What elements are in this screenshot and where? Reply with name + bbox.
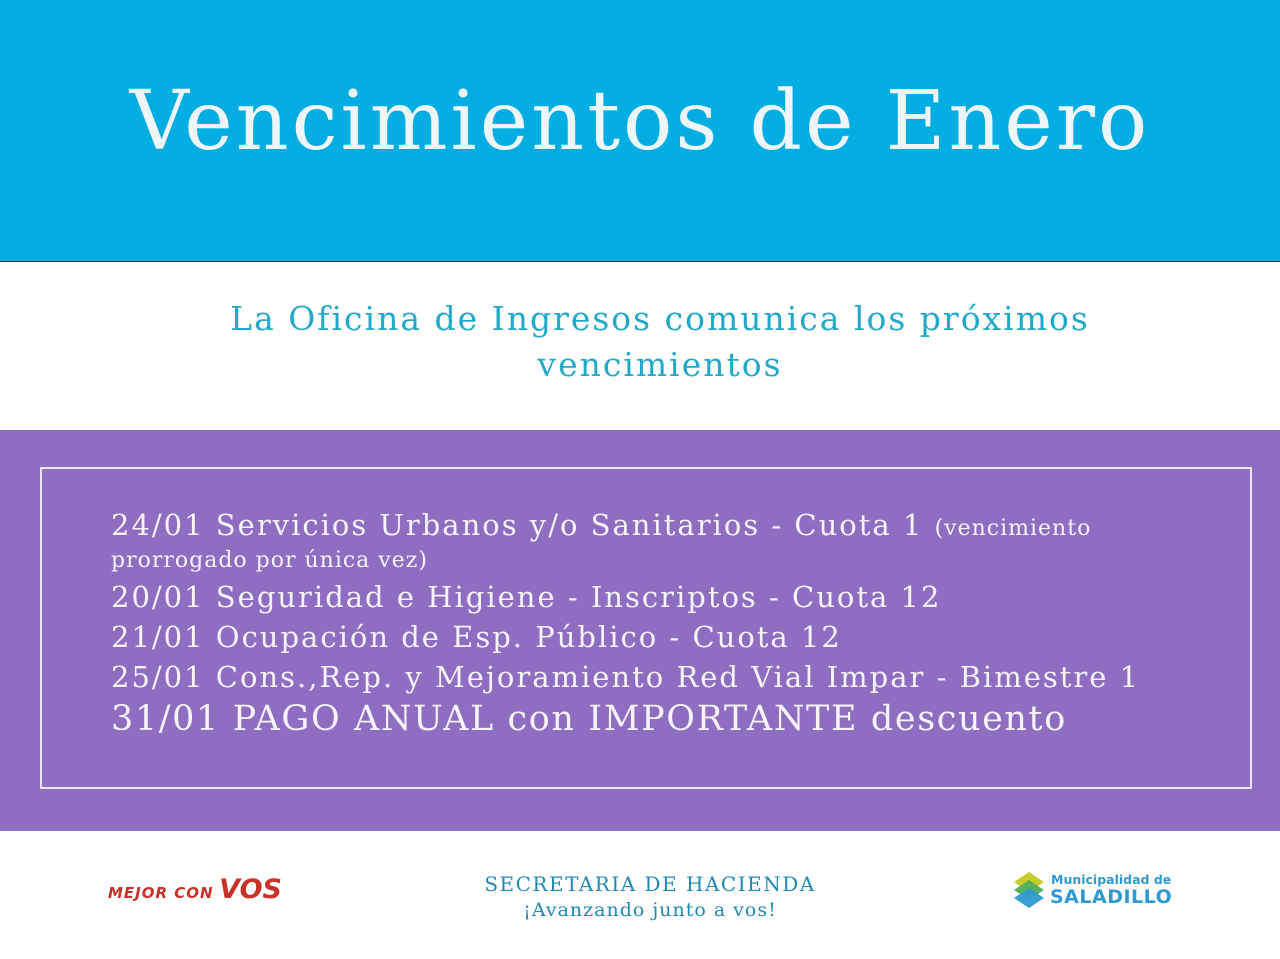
page-title: Vencimientos de Enero xyxy=(129,74,1151,169)
mejor-con-vos-logo xyxy=(108,874,282,910)
deadline-note: (vencimiento xyxy=(934,516,1092,541)
deadline-text: 31/01 PAGO ANUAL con IMPORTANTE descuento xyxy=(111,699,1067,739)
deadline-text: 25/01 Cons.,Rep. y Mejoramiento Red Vial Impar - Bimestre 1 xyxy=(111,660,1141,694)
deadline-item xyxy=(111,577,1231,617)
logo-large-text: VOS xyxy=(219,874,282,905)
department-name: SECRETARIA DE HACIENDA xyxy=(484,872,816,896)
department-slogan: ¡Avanzando junto a vos! xyxy=(523,899,777,921)
city-name: SALADILLO xyxy=(1050,886,1173,908)
municipality-label: Municipalidad de xyxy=(1051,872,1172,887)
municipality-logo xyxy=(1012,866,1202,916)
footer-department xyxy=(400,871,900,923)
municipality-emblem-icon xyxy=(1012,870,1046,910)
annual-payment-item xyxy=(111,695,1231,743)
deadlines-list xyxy=(111,505,1231,743)
deadline-item xyxy=(111,505,1231,577)
announcement-subtitle: La Oficina de Ingresos comunica los próximos vencimientos xyxy=(230,299,1090,384)
logo-small-text: MEJOR CON xyxy=(108,884,214,902)
deadline-item xyxy=(111,617,1231,657)
deadline-text: 21/01 Ocupación de Esp. Público - Cuota 12 xyxy=(111,620,842,654)
deadline-text: 20/01 Seguridad e Higiene - Inscriptos - Cuota 12 xyxy=(111,580,942,614)
deadline-note-continued: prorrogado por única vez) xyxy=(111,548,428,573)
deadline-item xyxy=(111,657,1231,697)
deadline-text: 24/01 Servicios Urbanos y/o Sanitarios - Cuota 1 xyxy=(111,508,924,542)
